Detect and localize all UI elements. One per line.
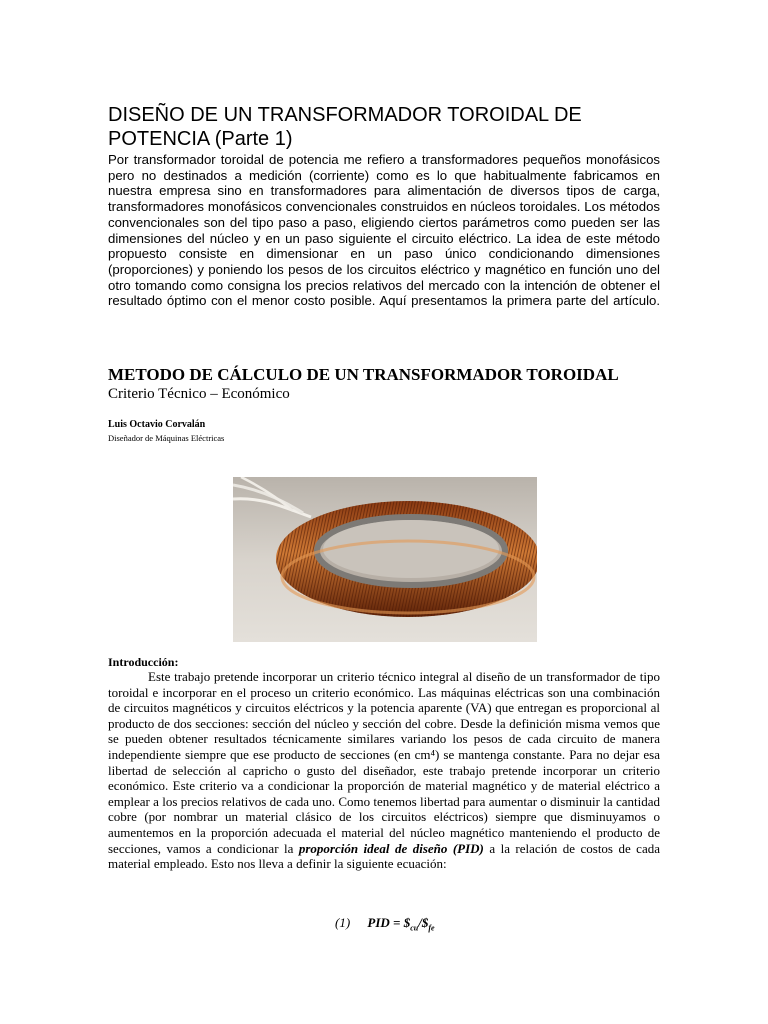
article-heading: METODO DE CÁLCULO DE UN TRANSFORMADOR TOROIDAL <box>108 365 619 384</box>
author-name: Luis Octavio Corvalán <box>108 419 206 430</box>
equation-lhs: PID = $ <box>367 915 411 930</box>
pid-emphasis: proporción ideal de diseño (PID) <box>298 840 484 856</box>
introduccion-body <box>108 669 660 872</box>
introduccion-text-after: a la relación de costos de cada material empleado. Esto nos lleva a definir la siguiente ecuación: <box>108 840 660 872</box>
document-title: DISEÑO DE UN TRANSFORMADOR TOROIDAL DE POTENCIA (Parte 1) <box>108 104 582 150</box>
equation-pid <box>335 915 435 933</box>
equation-number: (1) <box>335 915 351 930</box>
introduccion-text-before: Este trabajo pretende incorporar un criterio técnico integral al diseño de un transformador de tipo toroidal e incorporar en el proceso un criterio económico. Las máquinas eléctricas son una combinación de circuitos magnéticos y circuitos eléctricos y la potencia aparente (VA) que entregan es proporcional al producto de dos secciones: sección del núcleo y sección del cobre. Desde la definición misma vemos que se pueden obtener resultados técnicamente similares variando los pesos de cada circuito de manera independiente siempre que ese producto de secciones (en cm⁴) se mantenga constante. Para no dejar esa libertad de selección al capricho o gusto del diseñador, este trabajo pretende incorporar un criterio económico. Este criterio va a condicionar la proporción de material magnético y de material eléctrico a emplear a los precios relativos de cada uno. Como tenemos libertad para aumentar o disminuir la cantidad cobre (por nombrar un material clásico de los circuitos eléctricos) siempre que disminuyamos o aumentemos en la proporción adecuada el material del núcleo magnético manteniendo el producto de secciones, vamos a condicionar la <box>108 669 660 856</box>
equation-mid: /$ <box>418 915 429 930</box>
equation-sub-cu: cu <box>410 923 419 933</box>
article-subheading: Criterio Técnico – Económico <box>108 386 290 402</box>
intro-paragraph: Por transformador toroidal de potencia me refiero a transformadores pequeños monofásicos pero no destinados a medición (corriente) como es lo que habitualmente fabricamos en nuestra empresa sino en transformadores para alimentación de diversos tipos de carga, transformadores monofásicos convencionales construidos en núcleos toroidales. Los métodos convencionales son del tipo paso a paso, eligiendo ciertos parámetros como pueden ser las dimensiones del núcleo y en un paso siguiente el circuito eléctrico. La idea de este método propuesto consiste en dimensionar en un paso único condicionando dimensiones (proporciones) y poniendo los pesos de los circuitos eléctrico y magnético en función uno del otro tomando como consigna los precios relativos del mercado con la intención de obtener el resultado óptimo con el menor costo posible. Aquí presentamos la primera parte del artículo. <box>108 152 660 309</box>
equation-sub-fe: fe <box>428 923 435 933</box>
equation-body <box>367 915 435 933</box>
toroidal-transformer-photo <box>233 477 537 642</box>
introduccion-heading: Introducción: <box>108 655 179 669</box>
author-role: Diseñador de Máquinas Eléctricas <box>108 433 225 443</box>
